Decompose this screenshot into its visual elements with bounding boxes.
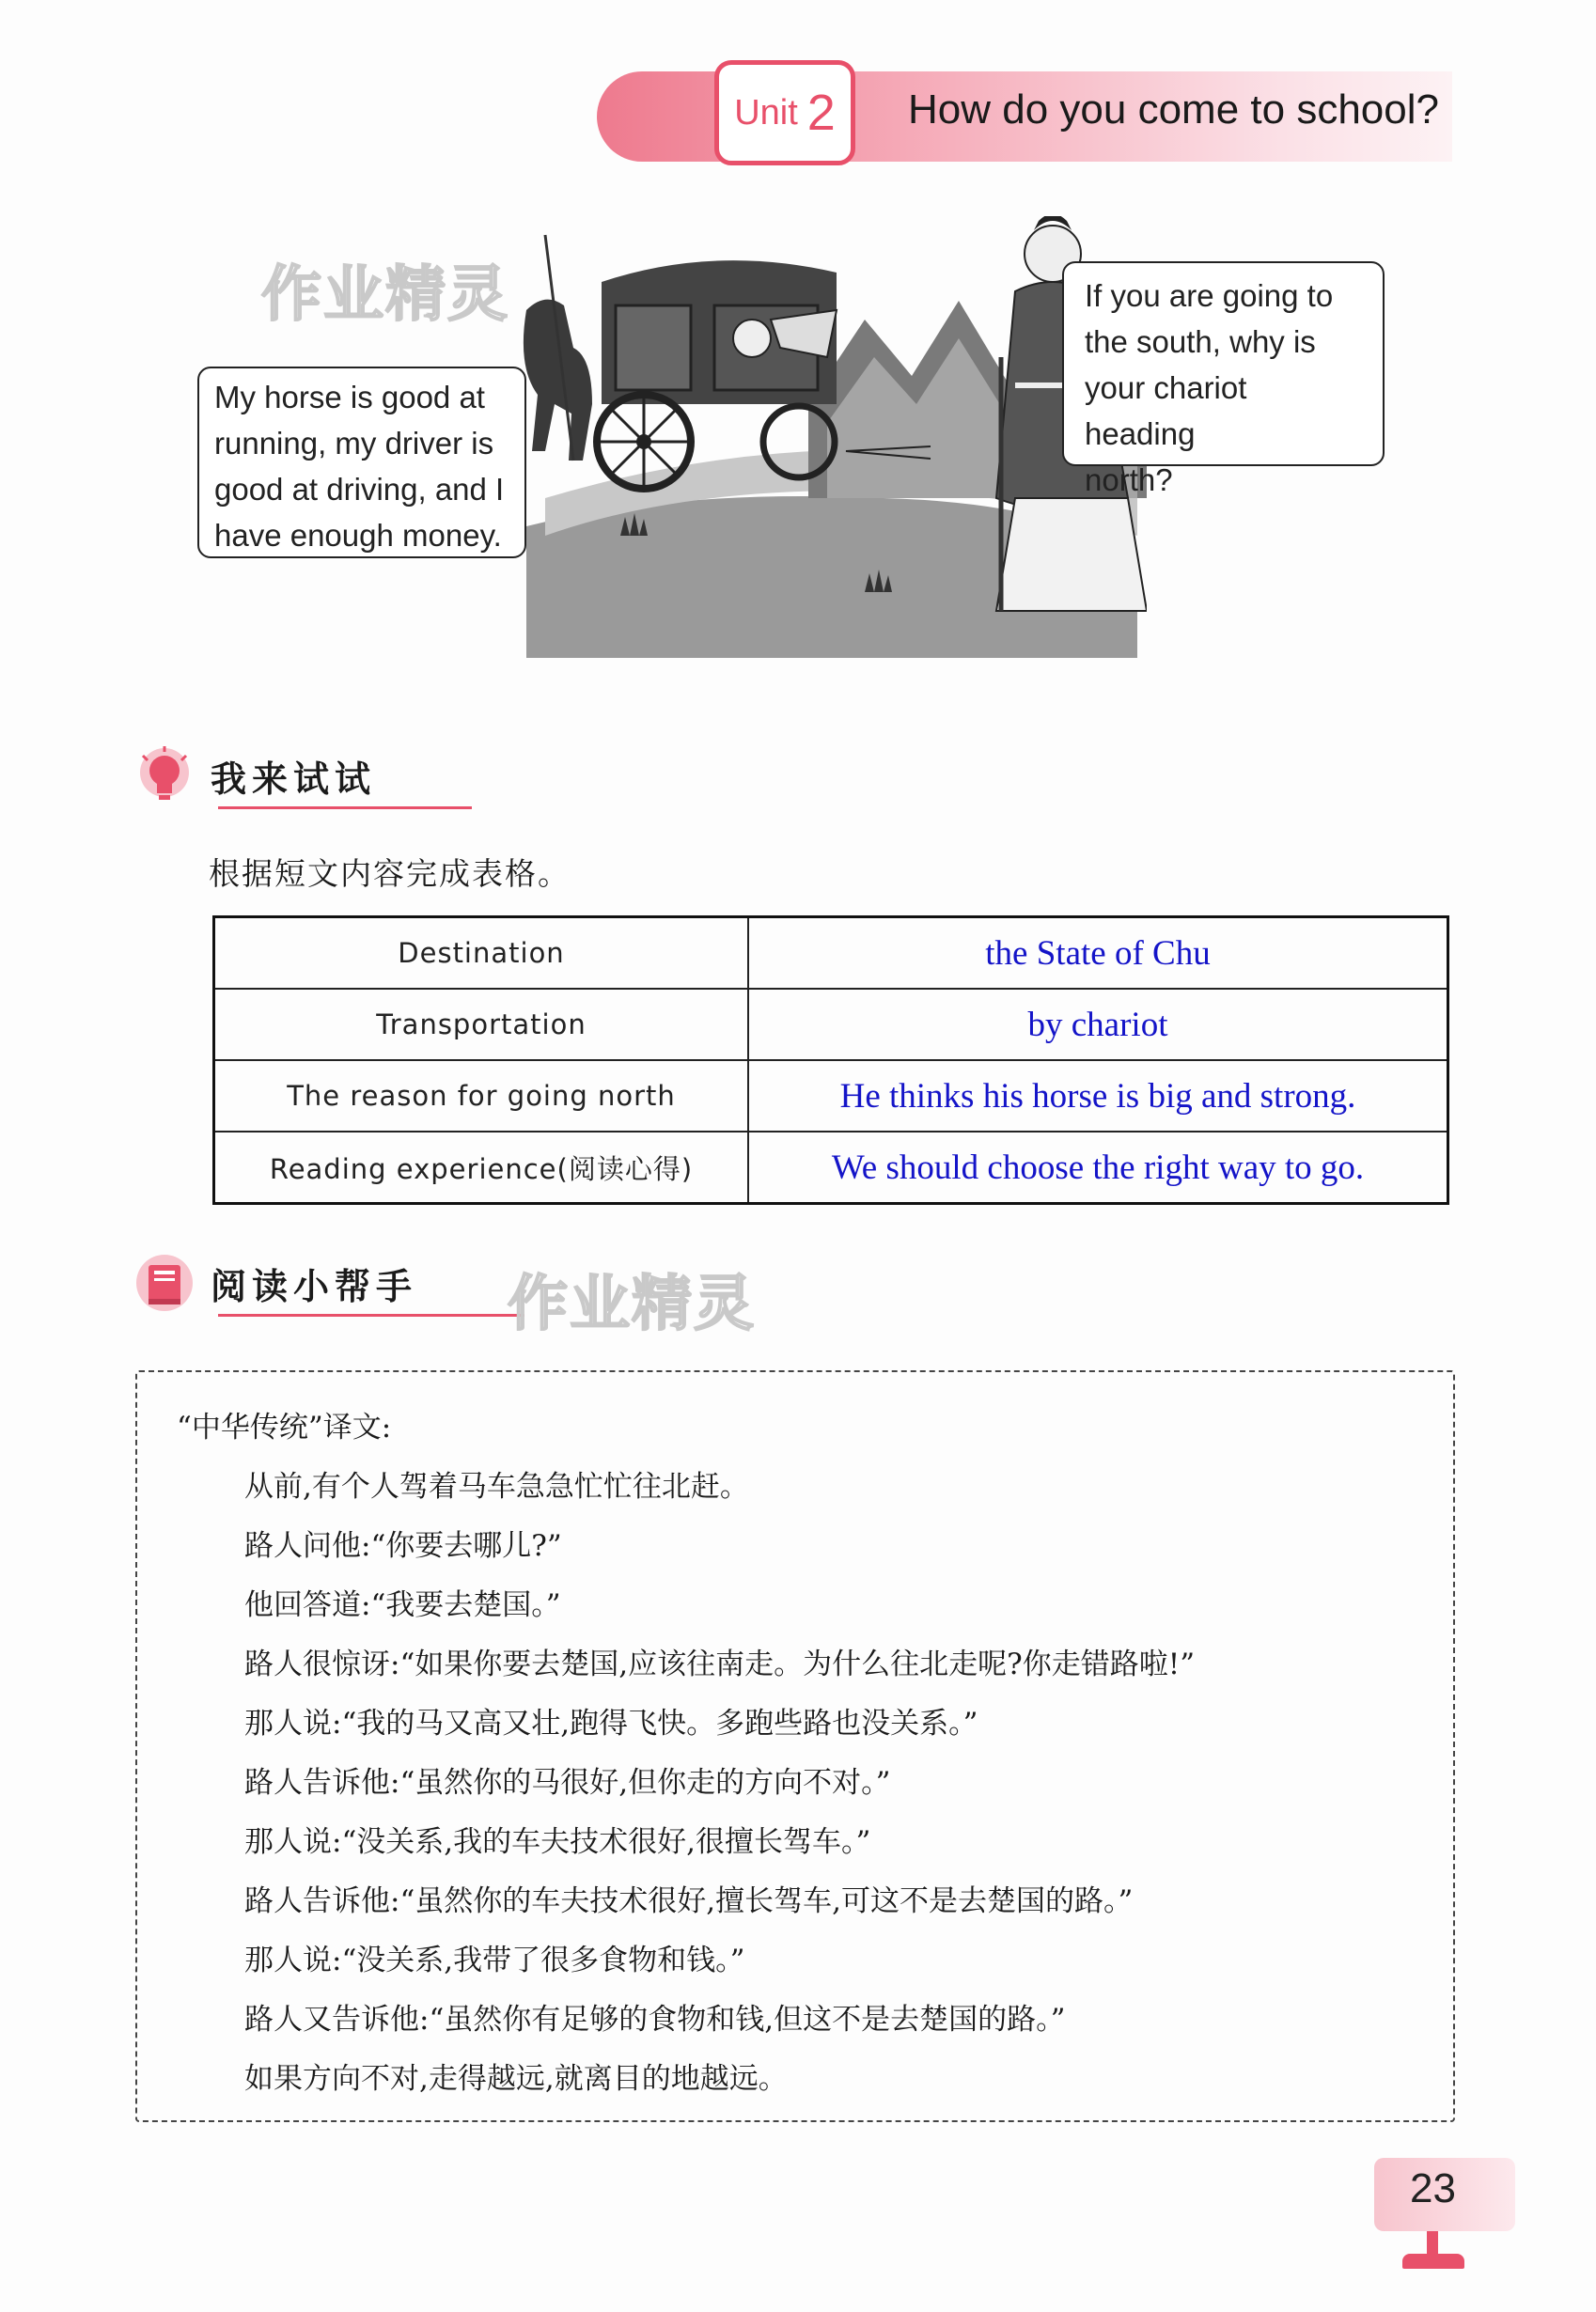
section-underline	[218, 806, 472, 809]
row-label: Destination	[214, 917, 749, 990]
table-row	[214, 917, 1448, 990]
translation-line: 那人说:“我的马又高又壮,跑得飞快。多跑些路也没关系。”	[244, 1707, 978, 1741]
translation-line: 那人说:“没关系,我的车夫技术很好,很擅长驾车。”	[244, 1825, 871, 1859]
translation-line: 路人很惊讶:“如果你要去楚国,应该往南走。为什么往北走呢?你走错路啦!”	[244, 1648, 1196, 1681]
page-number: 23	[1410, 2165, 1456, 2211]
translation-line: 如果方向不对,走得越远,就离目的地越远。	[244, 2062, 788, 2096]
section-try-title: 我来试试	[211, 758, 377, 800]
bubble-line: the south, why is	[1085, 324, 1316, 359]
row-answer: We should choose the right way to go.	[748, 1132, 1448, 1204]
speech-bubble-traveler	[197, 367, 526, 558]
row-answer: by chariot	[748, 989, 1448, 1060]
bubble-line: north?	[1085, 462, 1173, 497]
bubble-line: your chariot heading	[1085, 370, 1247, 451]
row-answer: He thinks his horse is big and strong.	[748, 1060, 1448, 1132]
row-answer: the State of Chu	[748, 917, 1448, 990]
translation-line: 那人说:“没关系,我带了很多食物和钱。”	[244, 1944, 745, 1977]
unit-number: 2	[806, 85, 836, 141]
watermark: 作业精灵	[261, 260, 509, 330]
translation-line: 他回答道:“我要去楚国。”	[244, 1588, 561, 1622]
bubble-line: have enough money.	[214, 518, 502, 553]
table-row	[214, 1060, 1448, 1132]
unit-badge	[714, 60, 855, 165]
section-underline	[218, 1314, 524, 1317]
chariot-illustration	[489, 216, 1147, 658]
bubble-line: My horse is good at	[214, 380, 485, 414]
signpost-base	[1402, 2254, 1464, 2269]
section-helper-title: 阅读小帮手	[211, 1265, 418, 1307]
bubble-line: If you are going to	[1085, 278, 1334, 313]
table-row	[214, 989, 1448, 1060]
translation-line: 路人问他:“你要去哪儿?”	[244, 1529, 562, 1563]
translation-line: 从前,有个人驾着马车急急忙忙往北赶。	[244, 1470, 749, 1504]
row-label: Transportation	[214, 989, 749, 1060]
speech-bubble-passerby	[1062, 261, 1385, 497]
answer-table	[212, 915, 1449, 1205]
translation-text	[177, 1398, 1195, 2109]
table-row	[214, 1132, 1448, 1204]
translation-line: 路人告诉他:“虽然你的车夫技术很好,擅长驾车,可这不是去楚国的路。”	[244, 1884, 1134, 1918]
section-helper-header	[132, 1250, 417, 1316]
bubble-line: running, my driver is	[214, 426, 494, 461]
row-label: The reason for going north	[214, 1060, 749, 1132]
watermark: 作业精灵	[508, 1270, 756, 1339]
lightbulb-icon	[132, 742, 197, 808]
unit-word: Unit	[734, 92, 798, 133]
bubble-line: good at driving, and I	[214, 472, 505, 507]
row-label: Reading experience(阅读心得)	[214, 1132, 749, 1204]
translation-line: 路人告诉他:“虽然你的马很好,但你走的方向不对。”	[244, 1766, 891, 1800]
section-try-header	[132, 742, 376, 808]
translation-heading: “中华传统”译文:	[177, 1411, 392, 1445]
instruction: 根据短文内容完成表格。	[209, 855, 571, 892]
unit-title: How do you come to school?	[908, 86, 1439, 133]
translation-line: 路人又告诉他:“虽然你有足够的食物和钱,但这不是去楚国的路。”	[244, 2003, 1066, 2037]
book-icon	[132, 1250, 197, 1316]
